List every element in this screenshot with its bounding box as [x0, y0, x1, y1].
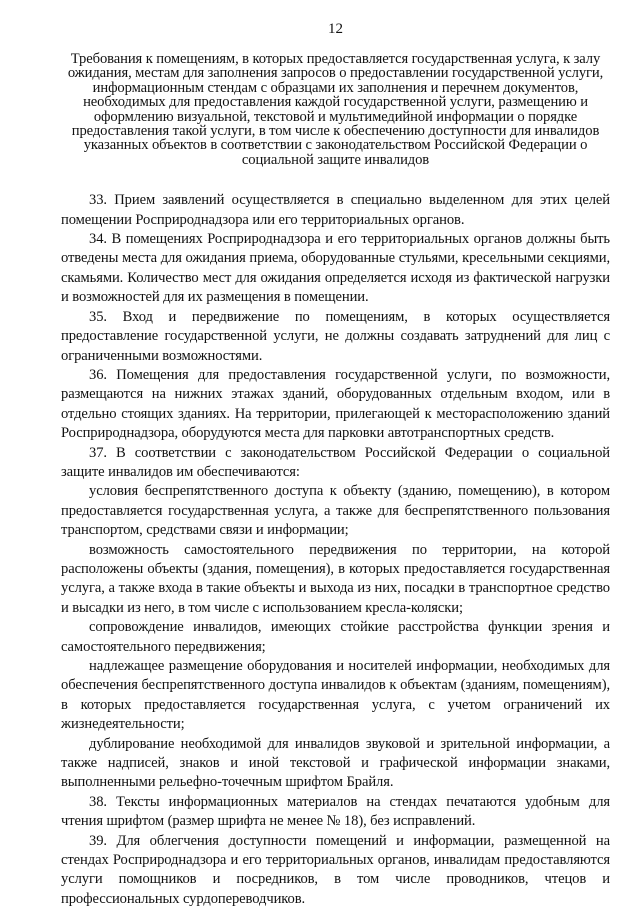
paragraph-34: 34. В помещениях Росприроднадзора и его территориальных органов должны быть отведены места для ожидания приема, оборудованные стульями, кресельными секциями, скамьями. Количество мест для ожидания определяется исходя из фактической нагрузки и возможностей для их размещения в помещении.	[61, 231, 610, 306]
paragraph-37: 37. В соответствии с законодательством Российской Федерации о социальной защите инвалидов им обеспечиваются:	[61, 444, 610, 480]
paragraph-37-item-5: дублирование необходимой для инвалидов звуковой и зрительной информации, а также надписей, знаков и иной текстовой и графической информации знаками, выполненными рельефно-точечным шрифтом Брайля.	[61, 735, 610, 791]
paragraph-35: 35. Вход и передвижение по помещениям, в которых осуществляется предоставление государственной услуги, не должны создавать затруднений для лиц с ограниченными возможностями.	[61, 308, 610, 364]
paragraph-39: 39. Для облегчения доступности помещений и информации, размещенной на стендах Росприроднадзора и его территориальных органов, инвалидам предоставляются услуги помощников и посредников, в том числе проводников, чтецов и профессиональных сурдопереводчиков.	[61, 832, 610, 907]
paragraph-37-item-1: условия беспрепятственного доступа к объекту (зданию, помещению), в котором предоставляется государственная услуга, а также для беспрепятственного пользования транспортом, средствами связи и информации;	[61, 483, 610, 539]
body-text	[61, 191, 610, 909]
paragraph-37-item-2: возможность самостоятельного передвижения по территории, на которой расположены объекты (здания, помещения), в которых предоставляется государственная услуга, а также входа в такие объекты и выхода из них, посадки в транспортное средство и высадки из него, в том числе с использованием кресла-коляски;	[61, 541, 610, 616]
section-heading: Требования к помещениям, в которых предоставляется государственная услуга, к залу ожидания, местам для заполнения запросов о предоставлении государственной услуги, информационным стендам с образцами их заполнения и перечнем документов, необходимых для предоставления каждой государственной услуги, размещению и оформлению визуальной, текстовой и мультимедийной информации о порядке предоставления такой услуги, в том числе к обеспечению доступности для инвалидов указанных объектов в соответствии с законодательством Российской Федерации о социальной защите инвалидов	[67, 51, 604, 168]
paragraph-36: 36. Помещения для предоставления государственной услуги, по возможности, размещаются на нижних этажах зданий, оборудованных отдельным входом, или в отдельно стоящих зданиях. На территории, прилегающей к месторасположению зданий Росприроднадзора, оборудуются места для парковки автотранспортных средств.	[61, 366, 610, 442]
paragraph-38: 38. Тексты информационных материалов на стендах печатаются удобным для чтения шрифтом (размер шрифта не менее № 18), без исправлений.	[61, 793, 610, 830]
paragraph-37-item-4: надлежащее размещение оборудования и носителей информации, необходимых для обеспечения беспрепятственного доступа инвалидов к объектам (зданиям, помещениям), в которых предоставляется государственная услуга, с учетом ограничений их жизнедеятельности;	[61, 658, 610, 733]
paragraph-33: 33. Прием заявлений осуществляется в специально выделенном для этих целей помещении Росприроднадзора или его территориальных органов.	[61, 192, 610, 228]
paragraph-37-item-3: сопровождение инвалидов, имеющих стойкие расстройства функции зрения и самостоятельного передвижения;	[61, 619, 610, 655]
page-number: 12	[328, 21, 343, 37]
